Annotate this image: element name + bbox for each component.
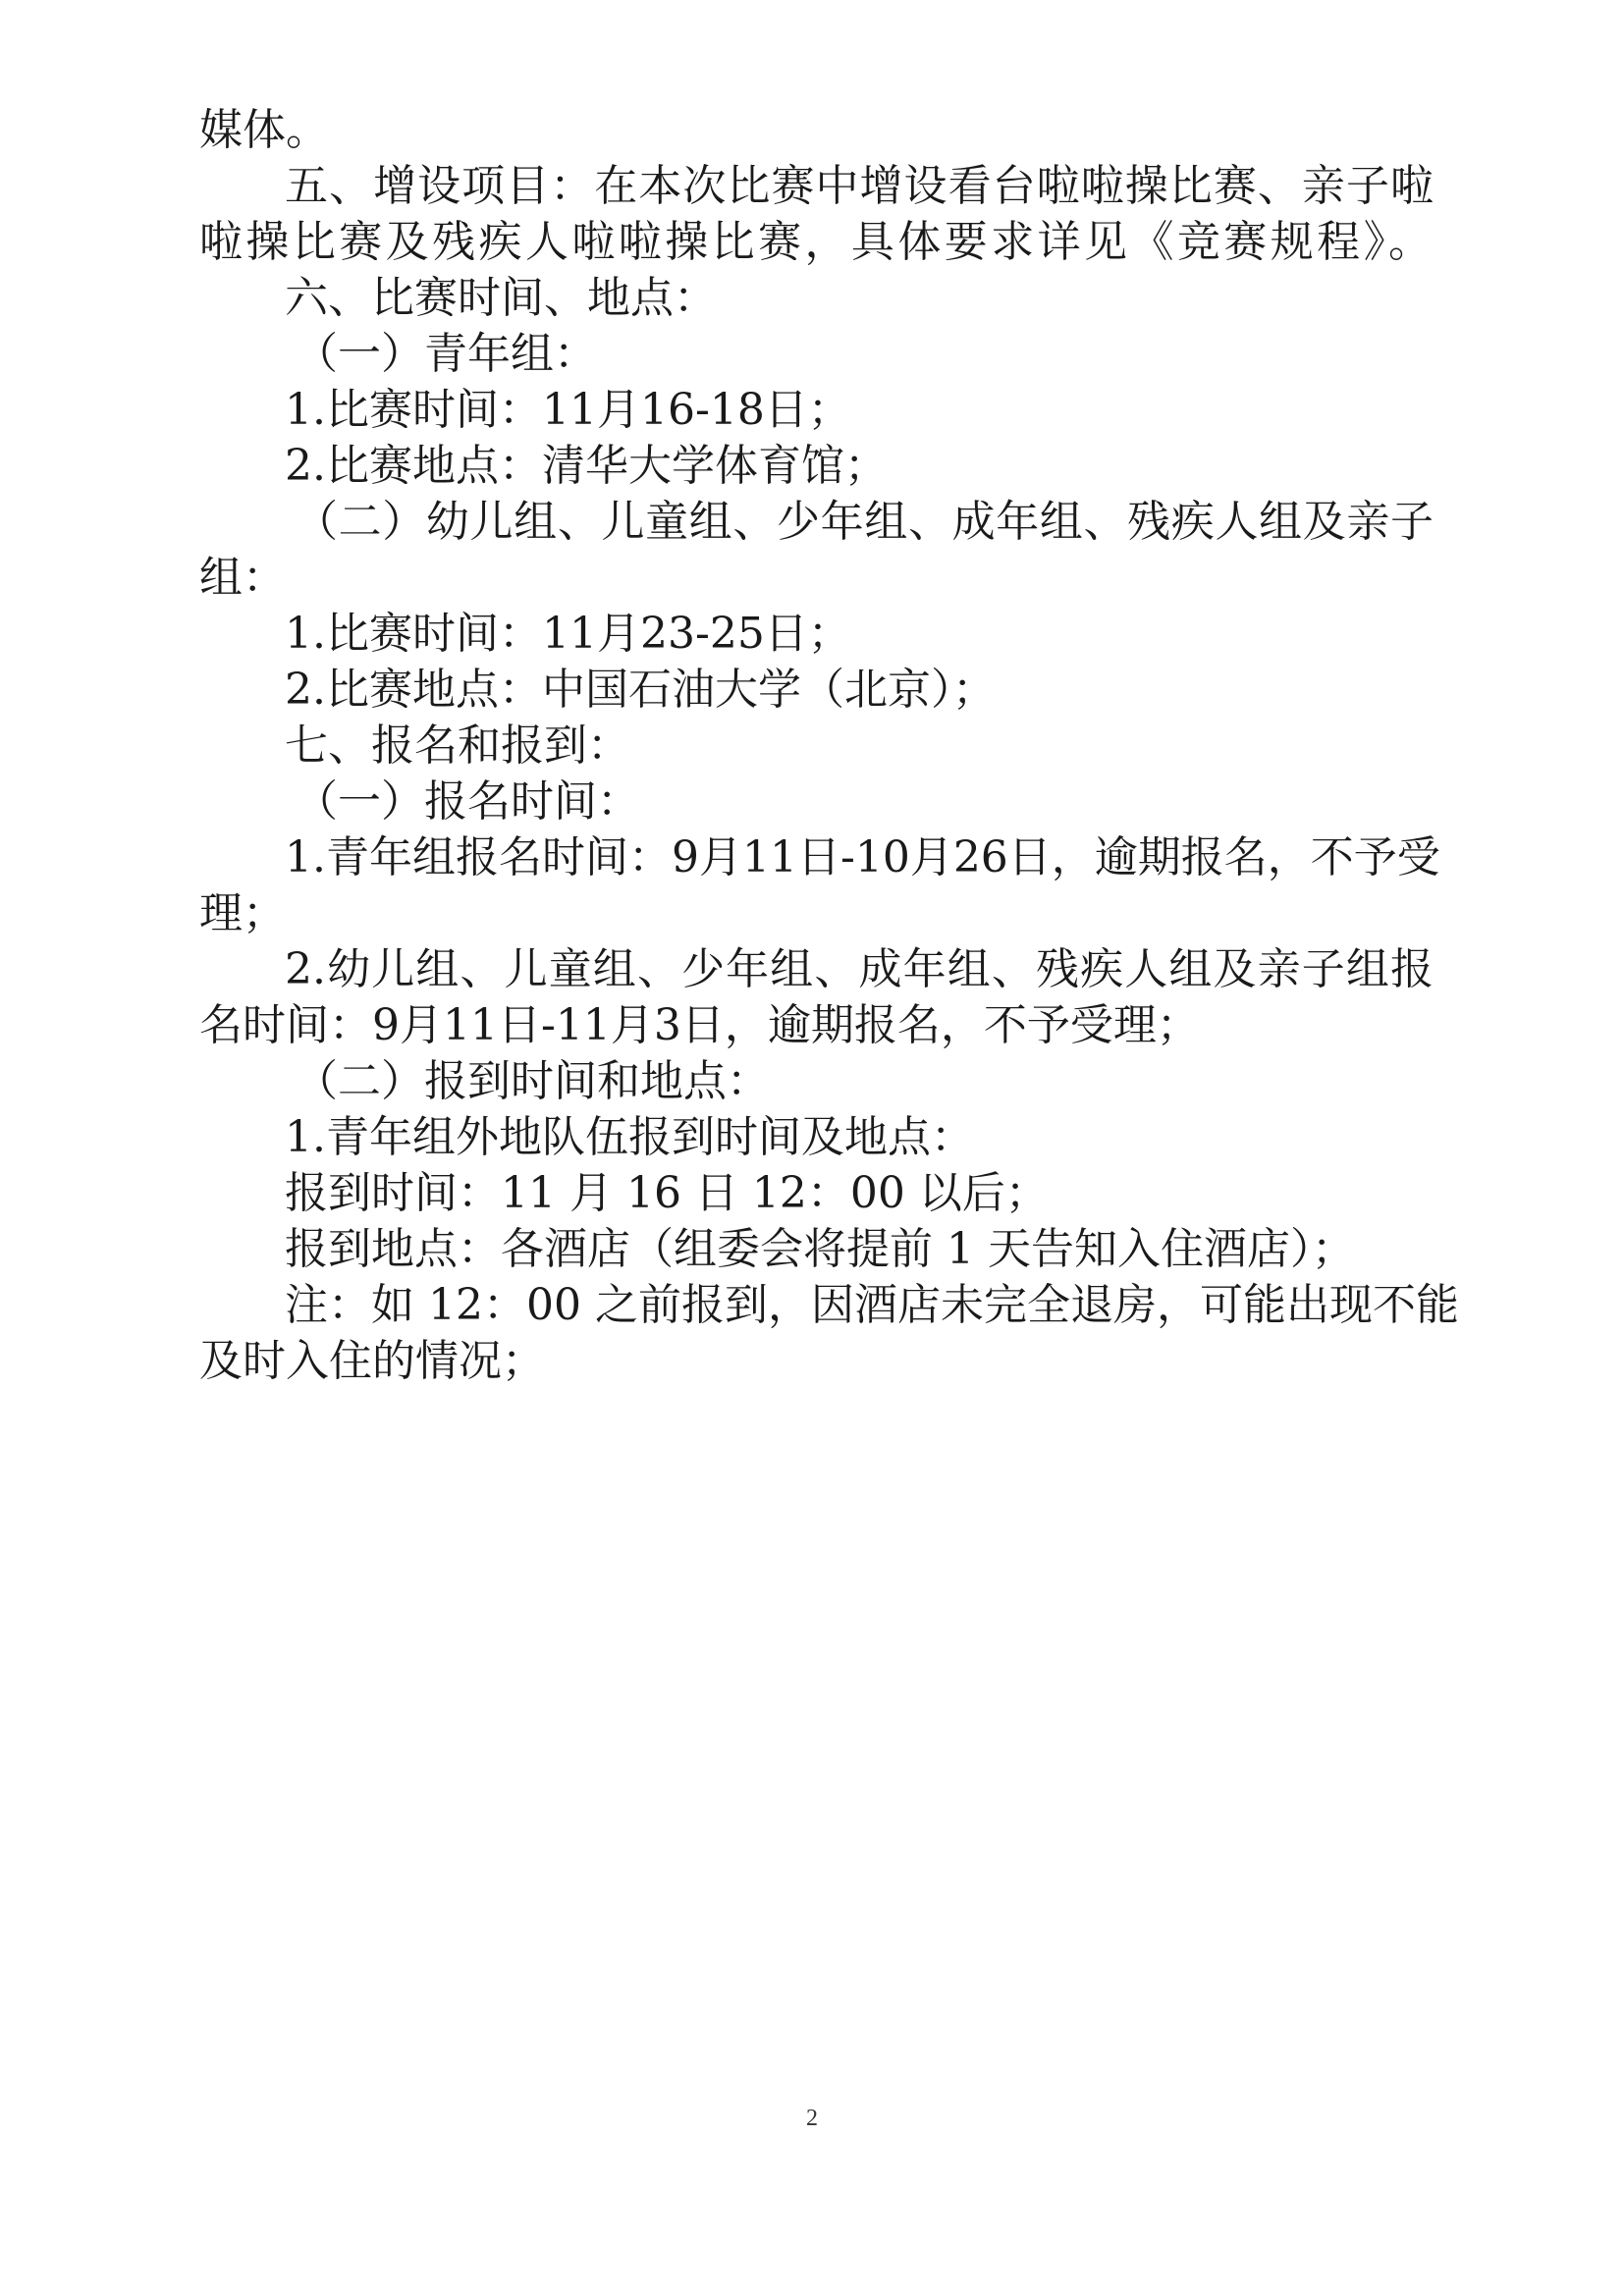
text-line: 2.幼儿组、儿童组、少年组、成年组、残疾人组及亲子组报 xyxy=(285,944,1434,994)
text-line: 名时间：9月11日-11月3日，逾期报名，不予受理； xyxy=(199,1000,1200,1050)
heading-line: 七、报名和报到： xyxy=(285,721,630,771)
text-line: 组： xyxy=(199,553,286,603)
text-line: 及时入住的情况； xyxy=(199,1336,545,1386)
text-line: 媒体。 xyxy=(199,105,329,155)
text-line: 1.青年组外地队伍报到时间及地点： xyxy=(285,1112,974,1162)
subheading-line: （一）报名时间： xyxy=(295,776,640,827)
subheading-line: （二）幼儿组、儿童组、少年组、成年组、残疾人组及亲子 xyxy=(295,497,1434,547)
text-line: 报到时间：11 月 16 日 12：00 以后； xyxy=(285,1168,1049,1218)
text-line: 五、增设项目：在本次比赛中增设看台啦啦操比赛、亲子啦 xyxy=(285,161,1434,211)
subheading-line: （二）报到时间和地点： xyxy=(295,1056,770,1106)
text-line: 理； xyxy=(199,888,286,938)
subheading-line: （一）青年组： xyxy=(295,329,597,379)
text-line: 啦操比赛及残疾人啦啦操比赛，具体要求详见《竞赛规程》。 xyxy=(199,217,1432,267)
page-number: 2 xyxy=(806,2106,818,2131)
text-line: 1.比赛时间：11月23-25日； xyxy=(285,609,851,659)
text-line: 1.青年组报名时间：9月11日-10月26日，逾期报名，不予受 xyxy=(285,832,1440,882)
text-line: 2.比赛地点：清华大学体育馆； xyxy=(285,441,888,491)
text-line: 1.比赛时间：11月16-18日； xyxy=(285,385,851,435)
heading-line: 六、比赛时间、地点： xyxy=(285,273,717,323)
text-line: 2.比赛地点：中国石油大学（北京）； xyxy=(285,665,996,715)
text-line: 报到地点：各酒店（组委会将提前 1 天告知入住酒店）； xyxy=(285,1224,1355,1274)
text-line: 注：如 12：00 之前报到，因酒店未完全退房，可能出现不能 xyxy=(285,1280,1459,1330)
